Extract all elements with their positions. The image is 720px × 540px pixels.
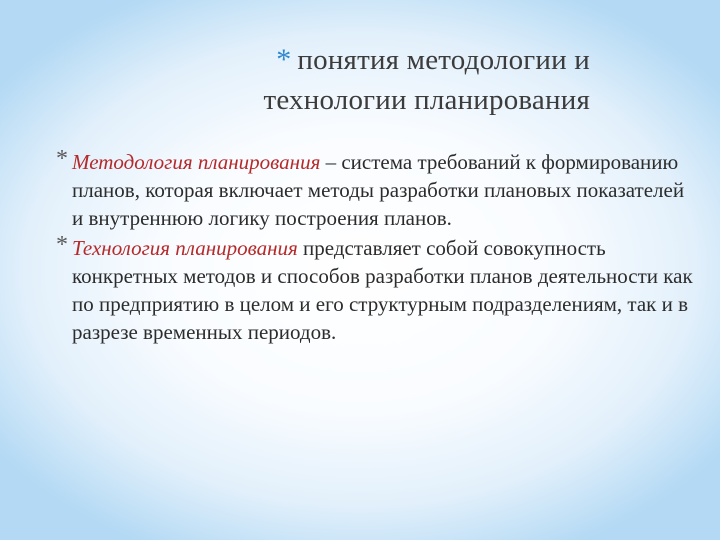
term-technology: Технология планирования xyxy=(72,236,298,260)
title-text-line-1: понятия методологии и xyxy=(297,44,590,76)
slide-title xyxy=(130,40,590,120)
definition-technology: представляет собой совокупность конкретных методов и способов разработки планов деятельности как по предприятию в целом и его структурным подразделениям, так и в разрезе временных периодов. xyxy=(72,236,693,344)
definition-methodology: – система требований к формированию планов, которая включает методы разработки плановых показателей и внутреннюю логику построения планов. xyxy=(72,150,685,230)
asterisk-bullet-icon: * xyxy=(56,146,68,172)
title-line-1 xyxy=(130,40,590,80)
bullet-item-technology xyxy=(58,234,698,346)
bullet-list xyxy=(58,148,698,348)
asterisk-icon: * xyxy=(276,43,292,76)
bullet-item-methodology xyxy=(58,148,698,232)
term-methodology: Методология планирования xyxy=(72,150,321,174)
asterisk-bullet-icon: * xyxy=(56,232,68,258)
title-text-line-2: технологии планирования xyxy=(263,84,590,116)
